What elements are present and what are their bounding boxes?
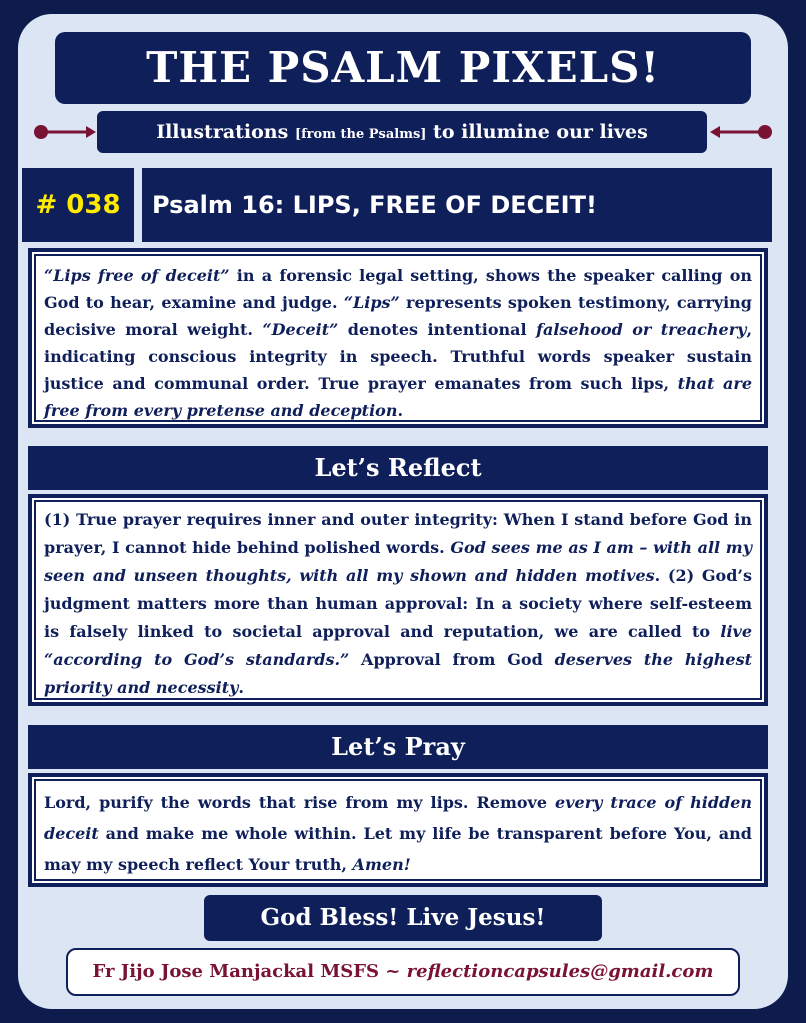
- reflect-heading: Let’s Reflect: [28, 446, 768, 490]
- pray-text: and make me whole within. Let my life be transparent before You, and may my speech reflect Your truth,: [44, 824, 752, 874]
- reflect-emphasis: God sees me as I am – with all my seen and unseen thoughts, with all my shown and hidden motives: [44, 538, 752, 585]
- pray-emphasis: every trace of hidden deceit: [44, 793, 753, 843]
- subtitle-text-end: to illumine our lives: [433, 121, 648, 143]
- subtitle-text-start: Illustrations: [156, 121, 289, 143]
- intro-text: , indicating conscious integrity in speech. Truthful words speaker sustain justice and communal order. True prayer emanates from such lips,: [44, 320, 753, 393]
- post-headline: Psalm 16: LIPS, FREE OF DECEIT!: [142, 168, 772, 242]
- reflect-emphasis: deserves the highest priority and necessity: [44, 650, 752, 697]
- pray-text-box: [28, 773, 768, 887]
- intro-emphasis: falsehood or treachery: [536, 320, 747, 339]
- author-footer: [66, 948, 740, 996]
- intro-emphasis: that are free from every pretense and deception: [44, 374, 753, 420]
- reflect-text: .: [238, 678, 244, 697]
- reflect-text: . (2) God’s judgment matters more than human approval: In a society where self-esteem is falsely linked to societal approval and reputation, we are called to: [44, 566, 752, 641]
- left-arrow-icon: [32, 122, 98, 142]
- intro-quote-lips-free: “Lips free of deceit”: [44, 266, 230, 285]
- pray-text: Lord, purify the words that rise from my lips. Remove: [44, 793, 556, 812]
- pray-amen: Amen!: [352, 855, 411, 874]
- post-number: # 038: [22, 168, 134, 242]
- author-email: reflectioncapsules@gmail.com: [406, 961, 714, 982]
- right-arrow-icon: [708, 122, 774, 142]
- intro-quote-deceit: “Deceit”: [262, 320, 339, 339]
- reflect-text: Approval from God: [349, 650, 555, 669]
- author-name: Fr Jijo Jose Manjackal MSFS ~: [92, 961, 407, 982]
- closing-blessing: God Bless! Live Jesus!: [204, 895, 602, 941]
- reflect-emphasis: live “according to God’s standards.”: [44, 622, 752, 669]
- intro-text: represents spoken testimony, carrying decisive moral weight.: [44, 293, 752, 339]
- reflect-text-box: [28, 494, 768, 706]
- intro-text: denotes intentional: [338, 320, 537, 339]
- intro-quote-lips: “Lips”: [343, 293, 400, 312]
- reflect-text: (1) True prayer requires inner and outer integrity: When I stand before God in prayer, I cannot hide behind polished words.: [44, 510, 752, 557]
- intro-text: in a forensic legal setting, shows the speaker calling on God to hear, examine and judge.: [44, 266, 753, 312]
- poster-title: THE PSALM PIXELS!: [55, 32, 751, 104]
- subtitle-text-small: [from the Psalms]: [294, 127, 427, 142]
- poster-subtitle: [97, 111, 707, 153]
- pray-heading: Let’s Pray: [28, 725, 768, 769]
- intro-text-box: [28, 248, 768, 428]
- intro-text: .: [397, 401, 404, 420]
